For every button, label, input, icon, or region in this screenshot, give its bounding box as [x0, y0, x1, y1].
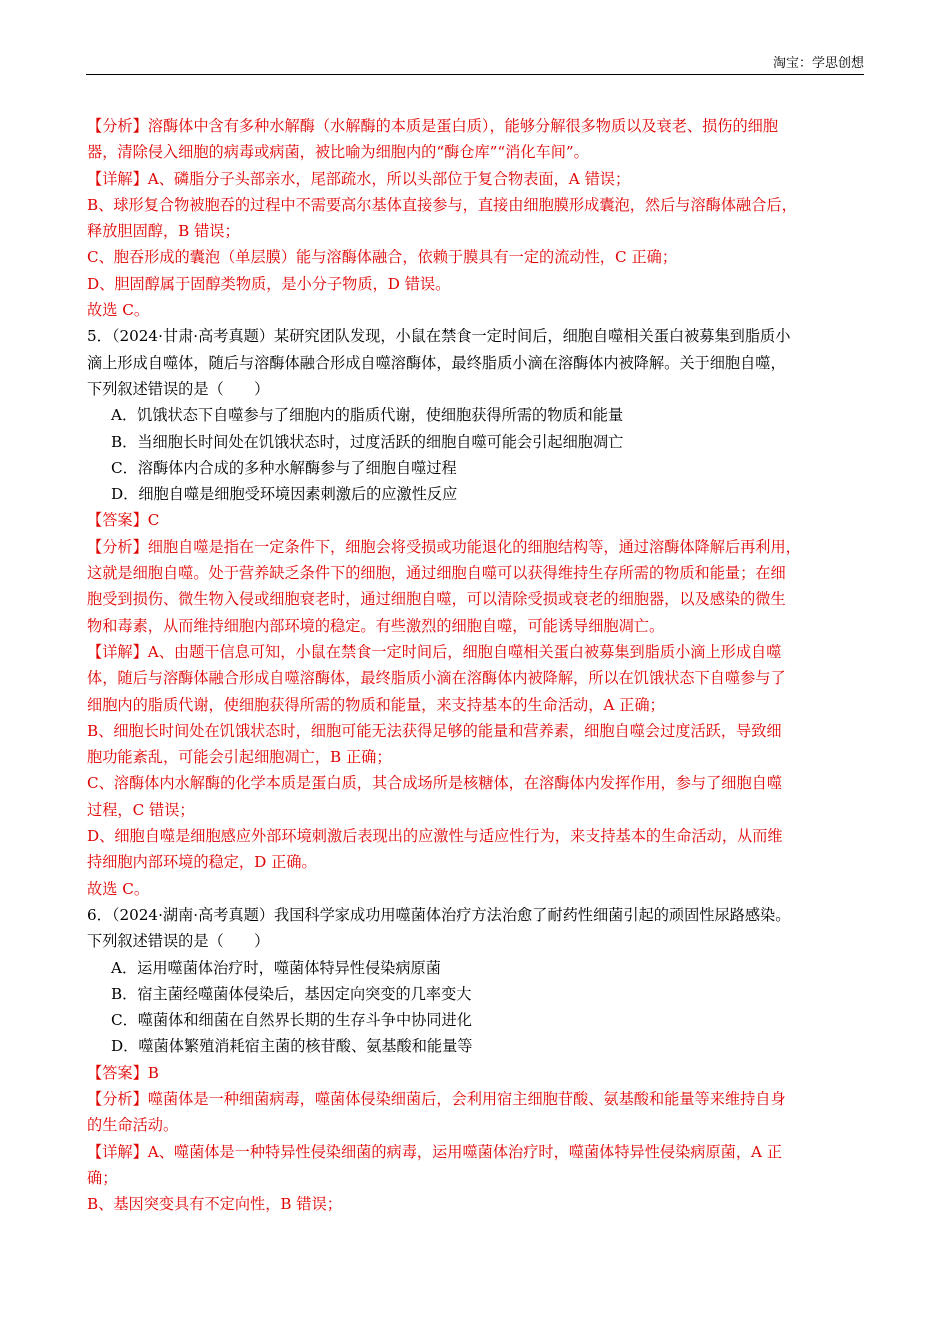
text-line: 【详解】A、磷脂分子头部亲水，尾部疏水，所以头部位于复合物表面，A 错误； — [87, 169, 631, 188]
text-line: B、球形复合物被胞吞的过程中不需要高尔基体直接参与，直接由细胞膜形成囊泡，然后与溶酶体融合后， — [87, 195, 797, 214]
text-line: 【分析】溶酶体中含有多种水解酶（水解酶的本质是蛋白质），能够分解很多物质以及衰老、损伤的细胞 — [87, 117, 779, 135]
text-line: C、胞吞形成的囊泡（单层膜）能与溶酶体融合，依赖于膜具有一定的流动性，C 正确； — [87, 248, 678, 267]
text-line: C、溶酶体内水解酶的化学本质是蛋白质，其合成场所是核糖体，在溶酶体内发挥作用，参与了细胞自噬 — [87, 774, 783, 793]
text-line: 胞受到损伤、微生物入侵或细胞衰老时，通过细胞自噬，可以清除受损或衰老的细胞器，以及感染的微生 — [87, 590, 786, 609]
text-line: 故选 C。 — [87, 301, 150, 320]
text-line: 【分析】噬菌体是一种细菌病毒，噬菌体侵染细菌后，会利用宿主细胞苷酸、氨基酸和能量等来维持自身 — [87, 1089, 786, 1108]
text-line: 6．（2024·湖南·高考真题）我国科学家成功用噬菌体治疗方法治愈了耐药性细菌引起的顽固性尿路感染。 — [87, 905, 791, 924]
text-line: 滴上形成自噬体，随后与溶酶体融合形成自噬溶酶体，最终脂质小滴在溶酶体内被降解。关于细胞自噬， — [87, 353, 786, 372]
text-line: B、基因突变具有不定向性，B 错误； — [87, 1195, 342, 1214]
text-line: C．噬菌体和细菌在自然界长期的生存斗争中协同进化 — [111, 1011, 472, 1030]
text-line: B．宿主菌经噬菌体侵染后，基因定向突变的几率变大 — [111, 984, 472, 1003]
text-line: A．饥饿状态下自噬参与了细胞内的脂质代谢，使细胞获得所需的物质和能量 — [111, 406, 624, 425]
text-line: C．溶酶体内合成的多种水解酶参与了细胞自噬过程 — [111, 458, 457, 477]
text-line: 器，清除侵入细胞的病毒或病菌，被比喻为细胞内的“酶仓库”“消化车间”。 — [87, 143, 589, 162]
text-line: 【答案】B — [87, 1063, 159, 1082]
text-line: 物和毒素，从而维持细胞内部环境的稳定。有些激烈的细胞自噬，可能诱导细胞凋亡。 — [87, 616, 665, 635]
text-line: D．噬菌体繁殖消耗宿主菌的核苷酸、氨基酸和能量等 — [111, 1037, 473, 1056]
text-line: 的生命活动。 — [87, 1116, 179, 1135]
text-line: 下列叙述错误的是（ ） — [87, 379, 270, 398]
text-line: 【详解】A、由题干信息可知，小鼠在禁食一定时间后，细胞自噬相关蛋白被募集到脂质小滴上形成自噬 — [87, 642, 782, 661]
header-text: 淘宝：学思创想 — [772, 56, 864, 71]
text-line: 【详解】A、噬菌体是一种特异性侵染细菌的病毒，运用噬菌体治疗时，噬菌体特异性侵染病原菌，A 正 — [87, 1142, 783, 1161]
text-line: 过程，C 错误； — [87, 800, 195, 819]
text-line: D、胆固醇属于固醇类物质，是小分子物质，D 错误。 — [87, 274, 451, 293]
text-line: 【分析】细胞自噬是指在一定条件下，细胞会将受损或功能退化的细胞结构等，通过溶酶体降解后再利用， — [87, 537, 801, 556]
text-line: 细胞内的脂质代谢，使细胞获得所需的物质和能量，来支持基本的生命活动，A 正确； — [87, 695, 665, 714]
text-line: 【答案】C — [87, 511, 160, 530]
text-line: 故选 C。 — [87, 879, 150, 898]
document-body — [87, 113, 863, 1217]
text-line: 确； — [87, 1168, 118, 1187]
text-line: D、细胞自噬是细胞感应外部环境刺激后表现出的应激性与适应性行为，来支持基本的生命活动，从而维 — [87, 827, 783, 846]
text-line: B．当细胞长时间处在饥饿状态时，过度活跃的细胞自噬可能会引起细胞凋亡 — [111, 432, 624, 451]
text-line: 释放胆固醇，B 错误； — [87, 222, 240, 241]
text-line: A．运用噬菌体治疗时，噬菌体特异性侵染病原菌 — [111, 958, 441, 977]
text-line: 持细胞内部环境的稳定，D 正确。 — [87, 853, 317, 872]
text-line: 胞功能紊乱，可能会引起细胞凋亡，B 正确； — [87, 748, 392, 767]
text-line: D．细胞自噬是细胞受环境因素刺激后的应激性反应 — [111, 485, 458, 504]
text-line: 下列叙述错误的是（ ） — [87, 932, 270, 951]
text-line: B、细胞长时间处在饥饿状态时，细胞可能无法获得足够的能量和营养素，细胞自噬会过度活跃，导致细 — [87, 721, 782, 740]
text-line: 体，随后与溶酶体融合形成自噬溶酶体，最终脂质小滴在溶酶体内被降解，所以在饥饿状态下自噬参与了 — [87, 669, 786, 688]
page-header — [86, 56, 864, 75]
text-line: 5．（2024·甘肃·高考真题）某研究团队发现，小鼠在禁食一定时间后，细胞自噬相关蛋白被募集到脂质小 — [87, 327, 791, 346]
text-line: 这就是细胞自噬。处于营养缺乏条件下的细胞，通过细胞自噬可以获得维持生存所需的物质和能量；在细 — [87, 564, 786, 583]
